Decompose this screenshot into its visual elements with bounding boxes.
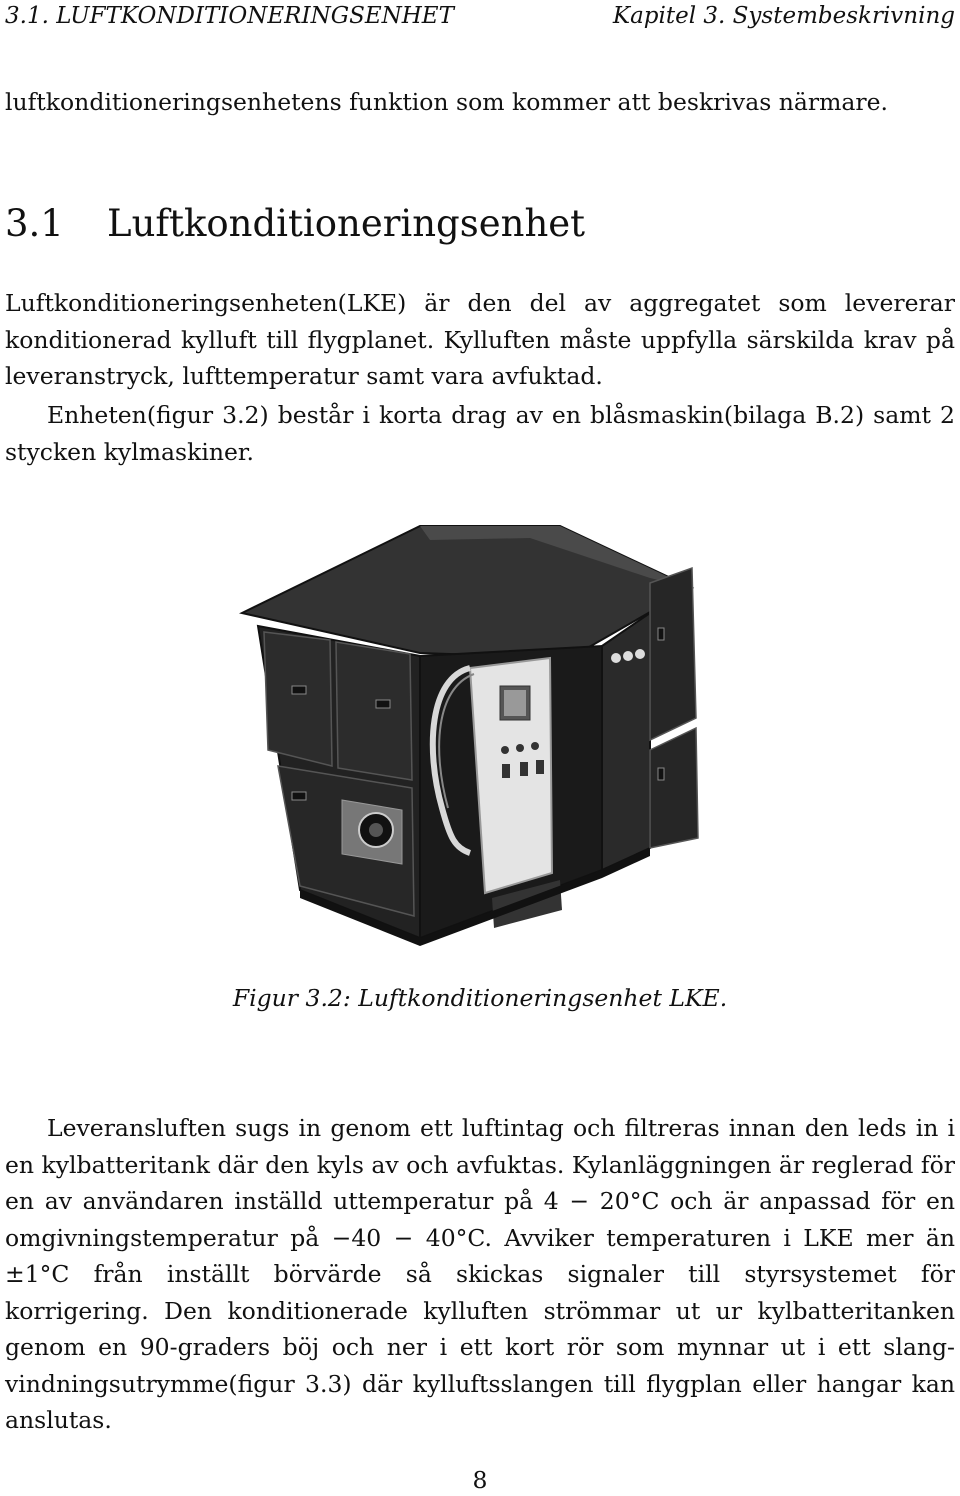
intro-line: luftkonditioneringsenhetens funktion som kommer att beskrivas närmare. xyxy=(5,88,889,116)
header-section-title: 3.1. LUFTKONDITIONERINGSENHET xyxy=(5,3,454,29)
paragraph-1: Luftkonditioneringsenheten(LKE) är den del av aggregatet som levererar konditionerad kylluft till flygplanet. Kylluften måste uppfylla särskilda krav på leveranstryck, lufttemperatur samt vara avfuktad. xyxy=(5,289,955,390)
running-header xyxy=(5,0,955,34)
paragraph-3-text: Leveransluften sugs in genom ett luftintag och filtreras innan den leds in i en kylbatteritank där den kyls av och avfuktas. Kylanläggningen är reglerad för en av användaren inställd uttemperatur på 4 − 20°C och är anpassad för en omgivningstemperatur på −40 − 40°C. Avviker temperaturen i LKE mer än ±1°C från inställt börvärde så skickas signaler till styrsystemet för korrigering. Den konditionerade kylluften strömmar ut ur kylbatteritanken genom en 90-graders böj och ner i ett kort rör som mynnar ut i ett slang-vindningsutrymme(figur 3.3) där kylluftsslangen till flygplan eller hangar kan anslutas. xyxy=(5,1114,955,1434)
section-title: Luftkonditioneringsenhet xyxy=(107,202,586,245)
figure-caption: Figur 3.2: Luftkonditioneringsenhet LKE. xyxy=(232,984,728,1012)
page-number: 8 xyxy=(472,1466,488,1494)
paragraph-3 xyxy=(5,1110,955,1439)
section-heading xyxy=(5,198,585,250)
figure-lke-photo xyxy=(230,518,730,950)
paragraph-2-text: Enheten(figur 3.2) består i korta drag av en blåsmaskin(bilaga B.2) samt 2 stycken kylmaskiner. xyxy=(5,401,955,466)
paragraph-2 xyxy=(5,397,955,470)
air-conditioning-unit-image xyxy=(230,518,730,950)
section-number: 3.1 xyxy=(5,202,64,245)
header-chapter-title: Kapitel 3. Systembeskrivning xyxy=(612,3,955,29)
